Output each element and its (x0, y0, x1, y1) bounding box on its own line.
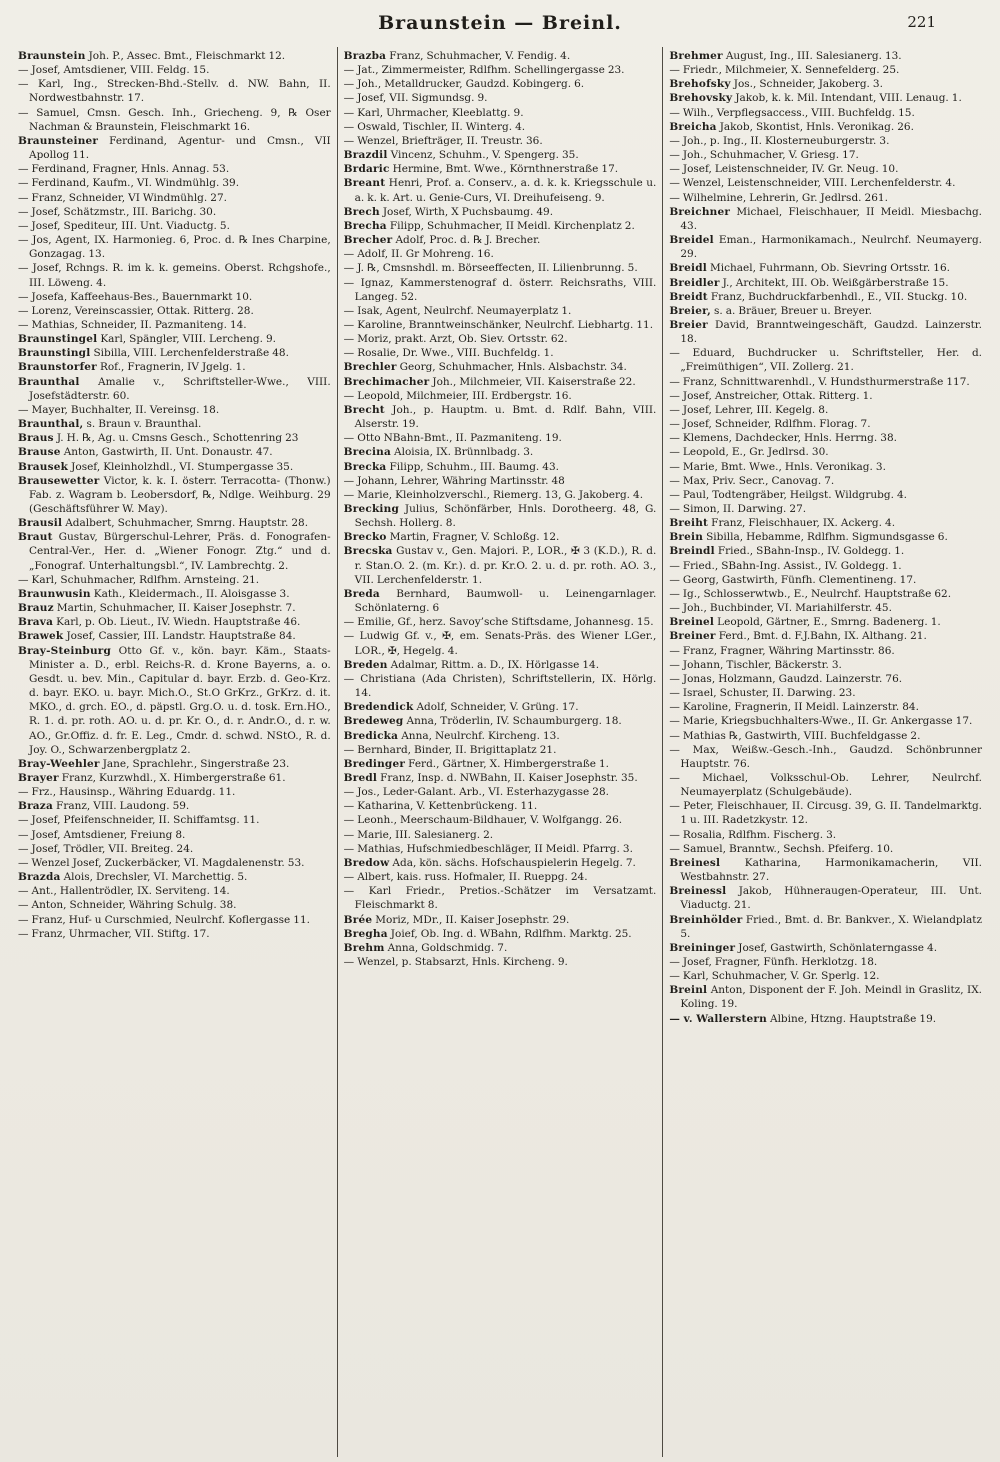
directory-entry: — Oswald, Tischler, II. Winterg. 4. (343, 120, 526, 133)
directory-column-2 (337, 47, 663, 1457)
directory-entry: Brawek Josef, Cassier, III. Landstr. Hauptstraße 84. (18, 630, 296, 643)
directory-entry: — Wenzel Josef, Zuckerbäcker, VI. Magdalenenstr. 53. (18, 856, 305, 869)
directory-entry: — Rosalie, Dr. Wwe., VIII. Buchfeldg. 1. (343, 347, 554, 360)
directory-entry: — Josef, Lehrer, III. Kegelg. 8. (669, 403, 829, 416)
entry-surname: Brehofsky (669, 78, 731, 91)
entry-surname: Breinel (669, 616, 715, 629)
directory-entry: — Josefa, Kaffeehaus-Bes., Bauernmarkt 10. (18, 290, 253, 303)
directory-entry: — Karl Friedr., Pretios.-Schätzer im Versatzamt. Fleischmarkt 8. (343, 885, 657, 912)
entry-surname: Brawek (18, 630, 64, 643)
entry-surname: Brecking (343, 503, 399, 515)
page-header (12, 12, 988, 42)
directory-entry: Brauz Martin, Schuhmacher, II. Kaiser Josephstr. 7. (18, 602, 296, 615)
entry-surname: Brehovsky (669, 92, 733, 105)
directory-entry: — Georg, Gastwirth, Fünfh. Clementineng. 17. (669, 573, 917, 586)
directory-entry: — Israel, Schuster, II. Darwing. 23. (669, 687, 856, 700)
entry-surname: Brecko (343, 531, 387, 544)
directory-entry: — Eduard, Buchdrucker u. Schriftsteller, Her. d. „Freimüthigen“, VII. Zollerg. 21. (669, 347, 983, 374)
entry-surname: Breinl (669, 984, 708, 997)
directory-entry: — Wilh., Verpflegsaccess., VIII. Buchfeldg. 15. (669, 106, 915, 119)
entry-surname: Brecka (343, 460, 387, 473)
directory-entry: — Wenzel, p. Stabsarzt, Hnls. Kircheng. 9. (343, 956, 568, 968)
directory-entry: — Katharina, V. Kettenbrückeng. 11. (343, 800, 538, 813)
entry-surname: Braunstingl (18, 347, 91, 360)
directory-entry: — Josef, Pfeifenschneider, II. Schiffamtsg. 11. (18, 814, 260, 827)
directory-entry: — Peter, Fleischhauer, II. Circusg. 39, G. II. Tandelmarktg. 1 u. III. Radetzkystr. 12. (669, 800, 983, 827)
entry-surname: Breinhölder (669, 913, 743, 926)
directory-entry: Bray-Weehler Jane, Sprachlehr., Singerstraße 23. (18, 757, 290, 770)
directory-entry: Breinel Leopold, Gärtner, E., Smrng. Badenerg. 1. (669, 616, 941, 629)
entry-surname: Breier (669, 318, 708, 331)
directory-entry: Brehm Anna, Goldschmidg. 7. (343, 941, 508, 954)
directory-entry: Brausewetter Victor, k. k. I. österr. Terracotta- (Thonw.) Fab. z. Wagram b. Leobersdorf, ℞, Ndlge. Weihburg. 29 (Geschäftsführer W. May). (18, 474, 331, 515)
directory-entry: Breiht Franz, Fleischhauer, IX. Ackerg. 4. (669, 517, 896, 530)
directory-entry: Brée Moriz, MDr., II. Kaiser Josephstr. 29. (343, 913, 570, 926)
entry-surname: Bredendick (343, 701, 414, 714)
directory-entry: — Josef, Anstreicher, Ottak. Ritterg. 1. (669, 389, 873, 402)
directory-entry: — Leonh., Meerschaum-Bildhauer, V. Wolfgangg. 26. (343, 814, 623, 827)
directory-entry: — Marie, III. Salesianerg. 2. (343, 828, 494, 841)
entry-surname: Breiner (669, 630, 716, 643)
directory-entry: Bredendick Adolf, Schneider, V. Grüng. 17. (343, 701, 579, 714)
directory-entry: Breinhölder Fried., Bmt. d. Br. Bankver., X. Wielandplatz 5. (669, 913, 983, 940)
entry-surname: Breindl (669, 545, 715, 558)
directory-entry: Brausek Josef, Kleinholzhdl., VI. Stumpergasse 35. (18, 460, 294, 473)
directory-entry: — Karl, Schuhmacher, V. Gr. Sperlg. 12. (669, 970, 880, 983)
entry-surname: Bredinger (343, 757, 406, 770)
directory-entry: Braunstorfer Rof., Fragnerin, IV Jgelg. 1. (18, 361, 246, 374)
entry-surname: Breinessl (669, 885, 727, 898)
entry-surname: Breiht (669, 517, 709, 530)
directory-entry: Breiner Ferd., Bmt. d. F.J.Bahn, IX. Althang. 21. (669, 630, 927, 643)
directory-entry: — Jat., Zimmermeister, Rdlfhm. Schellingergasse 23. (343, 64, 625, 77)
entry-surname: Brecha (343, 219, 387, 232)
directory-entry: Breininger Josef, Gastwirth, Schönlaterngasse 4. (669, 941, 938, 954)
directory-entry: — Marie, Kleinholzverschl., Riemerg. 13, G. Jakoberg. 4. (343, 488, 644, 501)
directory-entry: — Michael, Volksschul-Ob. Lehrer, Neulrchf. Neumayerplatz (Schulgebäude). (669, 771, 983, 799)
directory-entry: Brecha Filipp, Schuhmacher, II Meidl. Kirchenplatz 2. (343, 219, 635, 232)
directory-entry: Brazdil Vincenz, Schuhm., V. Spengerg. 35. (343, 149, 579, 162)
directory-entry: — Isak, Agent, Neulrchf. Neumayerplatz 1. (343, 304, 572, 317)
directory-entry: — Joh., Schuhmacher, V. Griesg. 17. (669, 149, 859, 162)
entry-surname: Braunthal (18, 375, 80, 388)
entry-surname: Breidl (669, 262, 707, 275)
entry-surname: Brayer (18, 771, 59, 784)
entry-surname: Breidt (669, 290, 708, 303)
directory-entry: — Joh., Buchbinder, VI. Mariahilferstr. 45. (669, 602, 892, 615)
directory-entry: — Karl, Uhrmacher, Kleeblattg. 9. (343, 106, 524, 119)
entry-surname: Bray-Steinburg (18, 644, 112, 657)
directory-entry: Brechler Georg, Schuhmacher, Hnls. Alsbachstr. 34. (343, 361, 627, 374)
entry-surname: Breant (343, 177, 386, 190)
directory-entry: — Franz, Huf- u Curschmied, Neulrchf. Koflergasse 11. (18, 913, 310, 926)
directory-entry: Braunsteiner Ferdinand, Agentur- und Cmsn., VII Apollog 11. (18, 134, 331, 162)
directory-entry: Bredicka Anna, Neulrchf. Kircheng. 13. (343, 729, 560, 742)
entry-surname: Bredicka (343, 729, 399, 742)
directory-entry: Brecina Aloisia, IX. Brünnlbadg. 3. (343, 446, 534, 459)
directory-entry: Brechimacher Joh., Milchmeier, VII. Kaiserstraße 22. (343, 375, 636, 388)
directory-entry: Brazba Franz, Schuhmacher, V. Fendig. 4. (343, 50, 571, 62)
directory-entry: — Mathias, Schneider, II. Pazmaniteng. 14. (18, 318, 247, 331)
directory-entry: Bredow Ada, kön. sächs. Hofschauspielerin Hegelg. 7. (343, 856, 636, 869)
entry-surname: Brazda (18, 871, 61, 884)
entry-surname: Breden (343, 658, 388, 671)
directory-entry: Breden Adalmar, Rittm. a. D., IX. Hörlgasse 14. (343, 658, 600, 671)
directory-entry: Breicha Jakob, Skontist, Hnls. Veronikag. 26. (669, 120, 914, 133)
directory-column-3 (662, 47, 988, 1457)
directory-entry: — Josef, Amtsdiener, Freiung 8. (18, 828, 186, 841)
directory-entry: — Max, Priv. Secr., Canovag. 7. (669, 474, 835, 487)
directory-entry: Braunstingel Karl, Spängler, VIII. Lercheng. 9. (18, 333, 276, 346)
directory-entry: — Adolf, II. Gr Mohreng. 16. (343, 248, 494, 261)
entry-surname: Braunstingel (18, 333, 98, 346)
directory-entry: — Frz., Hausinsp., Währing Eduardg. 11. (18, 786, 236, 799)
directory-entry: Braza Franz, VIII. Laudong. 59. (18, 800, 190, 813)
directory-entry: — Max, Weißw.-Gesch.-Inh., Gaudzd. Schönbrunner Hauptstr. 76. (669, 743, 983, 770)
directory-entry: Braut Gustav, Bürgerschul-Lehrer, Präs. d. Fonografen-Central-Ver., Her. d. „Wiener Fonogr. Ztg.“ und d. „Fonograf. Unterhaltungsbl.“, IV. Lambrechtg. 2. (18, 531, 331, 572)
directory-column-1 (12, 47, 337, 1457)
entry-surname: Brausil (18, 517, 63, 530)
directory-entry: Brecka Filipp, Schuhm., III. Baumg. 43. (343, 460, 560, 473)
directory-entry: — Otto NBahn-Bmt., II. Pazmaniteng. 19. (343, 432, 562, 445)
entry-surname: Braunwusin (18, 587, 91, 600)
directory-entry: Breant Henri, Prof. a. Conserv., a. d. k. k. Kriegsschule u. a. k. k. Art. u. Genie-Curs, VI. Dreihufeiseng. 9. (343, 177, 657, 204)
entry-surname: Breier, (669, 304, 711, 317)
entry-surname: Brehmer (669, 50, 723, 62)
directory-entry: Braunthal, s. Braun v. Braunthal. (18, 418, 202, 431)
directory-entry: — Franz, Schnittwarenhdl., V. Hundsthurmerstraße 117. (669, 375, 970, 388)
entry-surname: Brausek (18, 460, 69, 473)
directory-entry: Bredeweg Anna, Tröderlin, IV. Schaumburgerg. 18. (343, 715, 622, 728)
directory-entry: Bredinger Ferd., Gärtner, X. Himbergerstraße 1. (343, 757, 610, 770)
directory-entry: — Jos., Leder-Galant. Arb., VI. Esterhazygasse 28. (343, 786, 609, 799)
directory-entry: — Marie, Bmt. Wwe., Hnls. Veronikag. 3. (669, 460, 886, 473)
entry-surname: Bray-Weehler (18, 757, 100, 770)
directory-entry: — Ferdinand, Kaufm., VI. Windmühlg. 39. (18, 177, 240, 190)
entry-surname: Brecher (343, 234, 393, 247)
entry-surname: Brein (669, 531, 704, 544)
entry-surname: Brehm (343, 941, 385, 954)
directory-entry: — Samuel, Branntw., Sechsh. Pfeiferg. 10. (669, 842, 894, 855)
directory-entry: Brausil Adalbert, Schuhmacher, Smrng. Hauptstr. 28. (18, 517, 309, 530)
directory-entry: Brava Karl, p. Ob. Lieut., IV. Wiedn. Hauptstraße 46. (18, 616, 301, 629)
directory-entry: Brehmer August, Ing., III. Salesianerg. 13. (669, 50, 902, 62)
directory-entry: — Anton, Schneider, Währing Schulg. 38. (18, 899, 237, 912)
directory-entry: Braunstingl Sibilla, VIII. Lerchenfelderstraße 48. (18, 347, 289, 360)
directory-entry: — Josef, Spediteur, III. Unt. Viaductg. 5. (18, 219, 230, 232)
directory-entry: — Ferdinand, Fragner, Hnls. Annag. 53. (18, 163, 230, 176)
directory-entry: — Ludwig Gf. v., ✠, em. Senats-Präs. des Wiener LGer., LOR., ✠, Hegelg. 4. (343, 630, 657, 657)
directory-entry: Brause Anton, Gastwirth, II. Unt. Donaustr. 47. (18, 446, 273, 459)
directory-entry: — Lorenz, Vereinscassier, Ottak. Ritterg. 28. (18, 304, 254, 317)
entry-surname: Brause (18, 446, 61, 459)
entry-surname: Brauz (18, 602, 54, 615)
directory-entry: — Leopold, Milchmeier, III. Erdbergstr. 16. (343, 389, 572, 402)
directory-entry: — v. Wallerstern Albine, Htzng. Hauptstraße 19. (669, 1012, 937, 1025)
directory-entry: Brecht Joh., p. Hauptm. u. Bmt. d. Rdlf. Bahn, VIII. Alserstr. 19. (343, 403, 657, 431)
directory-entry: — Friedr., Milchmeier, X. Sennefelderg. 25. (669, 64, 900, 77)
entry-surname: Breichner (669, 205, 731, 218)
entry-surname: — v. Wallerstern (669, 1012, 767, 1025)
directory-entry: — Bernhard, Binder, II. Brigittaplatz 21. (343, 743, 557, 756)
entry-surname: Brazba (343, 50, 387, 62)
directory-entry: — Marie, Kriegsbuchhalters-Wwe., II. Gr. Ankergasse 17. (669, 715, 973, 728)
directory-entry: — Jos, Agent, IX. Harmonieg. 6, Proc. d. ℞ Ines Charpine, Gonzagag. 13. (18, 234, 331, 261)
directory-entry: — Karl, Schuhmacher, Rdlfhm. Arnsteing. 21. (18, 573, 260, 586)
directory-entry: — Moriz, prakt. Arzt, Ob. Siev. Ortsstr. 62. (343, 333, 568, 346)
directory-entry: — Johann, Tischler, Bäckerstr. 3. (669, 658, 842, 671)
running-header-title: Braunstein — Breinl. (378, 12, 622, 34)
directory-entry: — Simon, II. Darwing. 27. (669, 503, 807, 515)
directory-entry: — Johann, Lehrer, Währing Martinsstr. 48 (343, 474, 565, 487)
directory-entry: Breinesl Katharina, Harmonikamacherin, VII. Westbahnstr. 27. (669, 856, 983, 884)
entry-surname: Braza (18, 800, 53, 813)
directory-entry: — Fried., SBahn-Ing. Assist., IV. Goldegg. 1. (669, 559, 902, 572)
entry-surname: Bregha (343, 927, 388, 940)
entry-surname: Breicha (669, 120, 717, 133)
directory-entry: Breinl Anton, Disponent der F. Joh. Meindl in Graslitz, IX. Koling. 19. (669, 984, 983, 1011)
entry-surname: Bredeweg (343, 715, 404, 728)
directory-entry: — Josef, VII. Sigmundsg. 9. (343, 92, 488, 105)
directory-entry: — Franz, Fragner, Währing Martinsstr. 86. (669, 644, 895, 657)
directory-entry: — Leopold, E., Gr. Jedlrsd. 30. (669, 446, 829, 459)
entry-surname: Brausewetter (18, 474, 100, 487)
entry-surname: Braus (18, 432, 54, 445)
entry-surname: Breda (343, 587, 380, 600)
directory-entry: Breda Bernhard, Baumwoll- u. Leinengarnlager. Schönlaterng. 6 (343, 587, 657, 615)
directory-entry: — Karoline, Branntweinschänker, Neulrchf. Liebhartg. 11. (343, 318, 654, 331)
directory-entry: — Josef, Leistenschneider, IV. Gr. Neug. 10. (669, 163, 899, 176)
directory-entry: Brecko Martin, Fragner, V. Schloßg. 12. (343, 531, 560, 544)
entry-surname: Braunstorfer (18, 361, 97, 374)
directory-entry: — Mathias ℞, Gastwirth, VIII. Buchfeldgasse 2. (669, 729, 921, 742)
directory-entry: — Klemens, Dachdecker, Hnls. Herrng. 38. (669, 432, 897, 445)
directory-entry: Breidler J., Architekt, III. Ob. Weißgärberstraße 15. (669, 276, 949, 289)
directory-entry: Braunwusin Kath., Kleidermach., II. Aloisgasse 3. (18, 587, 290, 600)
entry-surname: Brechler (343, 361, 397, 374)
directory-entry: Breinessl Jakob, Hühneraugen-Operateur, III. Unt. Viaductg. 21. (669, 885, 982, 912)
directory-entry: — Karoline, Fragnerin, II Meidl. Lainzerstr. 84. (669, 701, 919, 714)
directory-entry: — Wilhelmine, Lehrerin, Gr. Jedlrsd. 261. (669, 191, 888, 204)
directory-entry: Brecking Julius, Schönfärber, Hnls. Dorotheerg. 48, G. Sechsh. Hollerg. 8. (343, 503, 657, 530)
entry-surname: Brecina (343, 446, 391, 459)
entry-surname: Braunstein (18, 50, 86, 62)
entry-surname: Brazdil (343, 149, 388, 162)
directory-entry: — Christiana (Ada Christen), Schriftstellerin, IX. Hörlg. 14. (343, 672, 657, 700)
entry-surname: Bredow (343, 856, 390, 869)
directory-entry: Breidl Michael, Fuhrmann, Ob. Sievring Ortsstr. 16. (669, 262, 950, 275)
directory-entry: Bray-Steinburg Otto Gf. v., kön. bayr. Käm., Staats-Minister a. D., erbl. Reichs-R. d. Krone Bayerns, a. o. Gesdt. u. bev. Min., Capitular d. bayr. Erzb. d. Geo-Krz. d. bayr. EKO. u. bayr. Mich.O., St.O GrKrz., GrKrz. d. it. MKO., d. grch. EO., d. päpstl. Grg.O. u. d. tosk. Ern.HO., R. 1. d. pr. roth. AO. u. d. pr. Kr. O., d. r. Andr.O., d. r. w. AO., Gr.Offiz. d. fr. E. Leg., Cmdr. d. schwd. NStO., R. d. Joy. O., Schwarzenbergplatz 2. (18, 644, 331, 756)
entry-surname: Brech (343, 205, 380, 218)
entry-surname: Brée (343, 913, 373, 926)
directory-entry: — Ant., Hallentrödler, IX. Serviteng. 14. (18, 885, 230, 898)
directory-entry: Brecher Adolf, Proc. d. ℞ J. Brecher. (343, 234, 541, 247)
entry-surname: Breinesl (669, 856, 721, 869)
directory-entry: Braus J. H. ℞, Ag. u. Cmsns Gesch., Schottenring 23 (18, 432, 299, 445)
directory-columns (12, 47, 988, 1457)
directory-entry: — Albert, kais. russ. Hofmaler, II. Rueppg. 24. (343, 871, 588, 884)
directory-entry: Brein Sibilla, Hebamme, Rdlfhm. Sigmundsgasse 6. (669, 531, 948, 544)
entry-surname: Braut (18, 531, 53, 544)
directory-entry: Breichner Michael, Fleischhauer, II Meidl. Miesbachg. 43. (669, 205, 983, 232)
directory-entry: — Josef, Schneider, Rdlfhm. Florag. 7. (669, 418, 871, 431)
entry-surname: Bredl (343, 771, 378, 784)
directory-entry: Brdaric Hermine, Bmt. Wwe., Körnthnerstraße 17. (343, 163, 619, 176)
directory-entry: Bredl Franz, Insp. d. NWBahn, II. Kaiser Josephstr. 35. (343, 771, 638, 784)
directory-entry: — Wenzel, Briefträger, II. Treustr. 36. (343, 134, 543, 147)
directory-entry: — Josef, Schätzmstr., III. Barichg. 30. (18, 205, 217, 218)
directory-entry: Breier, s. a. Bräuer, Breuer u. Breyer. (669, 304, 873, 317)
directory-entry: — Josef, Rchngs. R. im k. k. gemeins. Oberst. Rchgshofe., III. Löweng. 4. (18, 262, 331, 289)
directory-entry: Brech Josef, Wirth, X Puchsbaumg. 49. (343, 205, 554, 218)
entry-surname: Brdaric (343, 163, 390, 176)
directory-entry: — Paul, Todtengräber, Heilgst. Wildgrubg. 4. (669, 488, 908, 501)
directory-entry: — Jonas, Holzmann, Gaudzd. Lainzerstr. 76. (669, 672, 903, 685)
directory-entry: — Mathias, Hufschmiedbeschläger, II Meidl. Pfarrg. 3. (343, 842, 633, 855)
directory-entry: — Josef, Fragner, Fünfh. Herklotzg. 18. (669, 956, 878, 968)
directory-entry: — Joh., p. Ing., II. Klosterneuburgerstr. 3. (669, 134, 890, 147)
directory-entry: — Emilie, Gf., herz. Savoy’sche Stiftsdame, Johannesg. 15. (343, 616, 654, 629)
directory-entry: Bregha Joief, Ob. Ing. d. WBahn, Rdlfhm. Marktg. 25. (343, 927, 632, 940)
directory-entry: Braunthal Amalie v., Schriftsteller-Wwe., VIII. Josefstädterstr. 60. (18, 375, 331, 402)
entry-surname: Breininger (669, 941, 736, 954)
directory-entry: — Samuel, Cmsn. Gesch. Inh., Griecheng. 9, ℞ Oser Nachman & Braunstein, Fleischmarkt 16. (18, 106, 331, 133)
directory-entry: Breindl Fried., SBahn-Insp., IV. Goldegg. 1. (669, 545, 905, 558)
directory-entry: — J. ℞, Cmsnshdl. m. Börseeffecten, II. Lilienbrunng. 5. (343, 262, 638, 275)
directory-entry: — Rosalia, Rdlfhm. Fischerg. 3. (669, 828, 837, 841)
entry-surname: Breidel (669, 234, 714, 247)
entry-surname: Braunsteiner (18, 134, 99, 147)
directory-entry: Breier David, Branntweingeschäft, Gaudzd. Lainzerstr. 18. (669, 318, 983, 346)
page-number: 221 (907, 13, 936, 31)
entry-surname: Brechimacher (343, 375, 430, 388)
directory-entry: Brehovsky Jakob, k. k. Mil. Intendant, VIII. Lenaug. 1. (669, 92, 962, 105)
directory-entry: — Franz, Schneider, VI Windmühlg. 27. (18, 191, 227, 204)
directory-entry: Brehofsky Jos., Schneider, Jakoberg. 3. (669, 78, 883, 91)
entry-surname: Braunthal, (18, 418, 84, 431)
directory-entry: — Mayer, Buchhalter, II. Vereinsg. 18. (18, 403, 220, 416)
directory-entry: — Franz, Uhrmacher, VII. Stiftg. 17. (18, 927, 210, 940)
directory-entry: Brecska Gustav v., Gen. Majori. P., LOR., ✠ 3 (K.D.), R. d. r. Stan.O. 2. (m. Kr.). d. pr. Kr.O. 2. u. d. pr. roth. AO. 3., VII. Lerchenfelderstr. 1. (343, 545, 657, 586)
directory-entry: Breidt Franz, Buchdruckfarbenhdl., E., VII. Stuckg. 10. (669, 290, 968, 303)
entry-surname: Brava (18, 616, 54, 629)
directory-entry: — Karl, Ing., Strecken-Bhd.-Stellv. d. NW. Bahn, II. Nordwestbahnstr. 17. (18, 78, 331, 105)
entry-surname: Brecht (343, 403, 385, 416)
entry-surname: Breidler (669, 276, 720, 289)
entry-surname: Brecska (343, 545, 393, 558)
directory-entry: Brazda Alois, Drechsler, VI. Marchettig. 5. (18, 871, 248, 884)
directory-entry: Braunstein Joh. P., Assec. Bmt., Fleischmarkt 12. (18, 50, 286, 62)
directory-entry: — Josef, Trödler, VII. Breiteg. 24. (18, 842, 194, 855)
directory-entry: — Ignaz, Kammerstenograf d. österr. Reichsraths, VIII. Langeg. 52. (343, 276, 657, 303)
directory-entry: — Ig., Schlosserwtwb., E., Neulrchf. Hauptstraße 62. (669, 587, 952, 600)
directory-entry: Brayer Franz, Kurzwhdl., X. Himbergerstraße 61. (18, 771, 286, 784)
directory-entry: — Joh., Metalldrucker, Gaudzd. Kobingerg. 6. (343, 78, 585, 91)
directory-entry: — Josef, Amtsdiener, VIII. Feldg. 15. (18, 64, 210, 77)
directory-entry: — Wenzel, Leistenschneider, VIII. Lerchenfelderstr. 4. (669, 177, 956, 190)
directory-entry: Breidel Eman., Harmonikamach., Neulrchf. Neumayerg. 29. (669, 234, 983, 261)
